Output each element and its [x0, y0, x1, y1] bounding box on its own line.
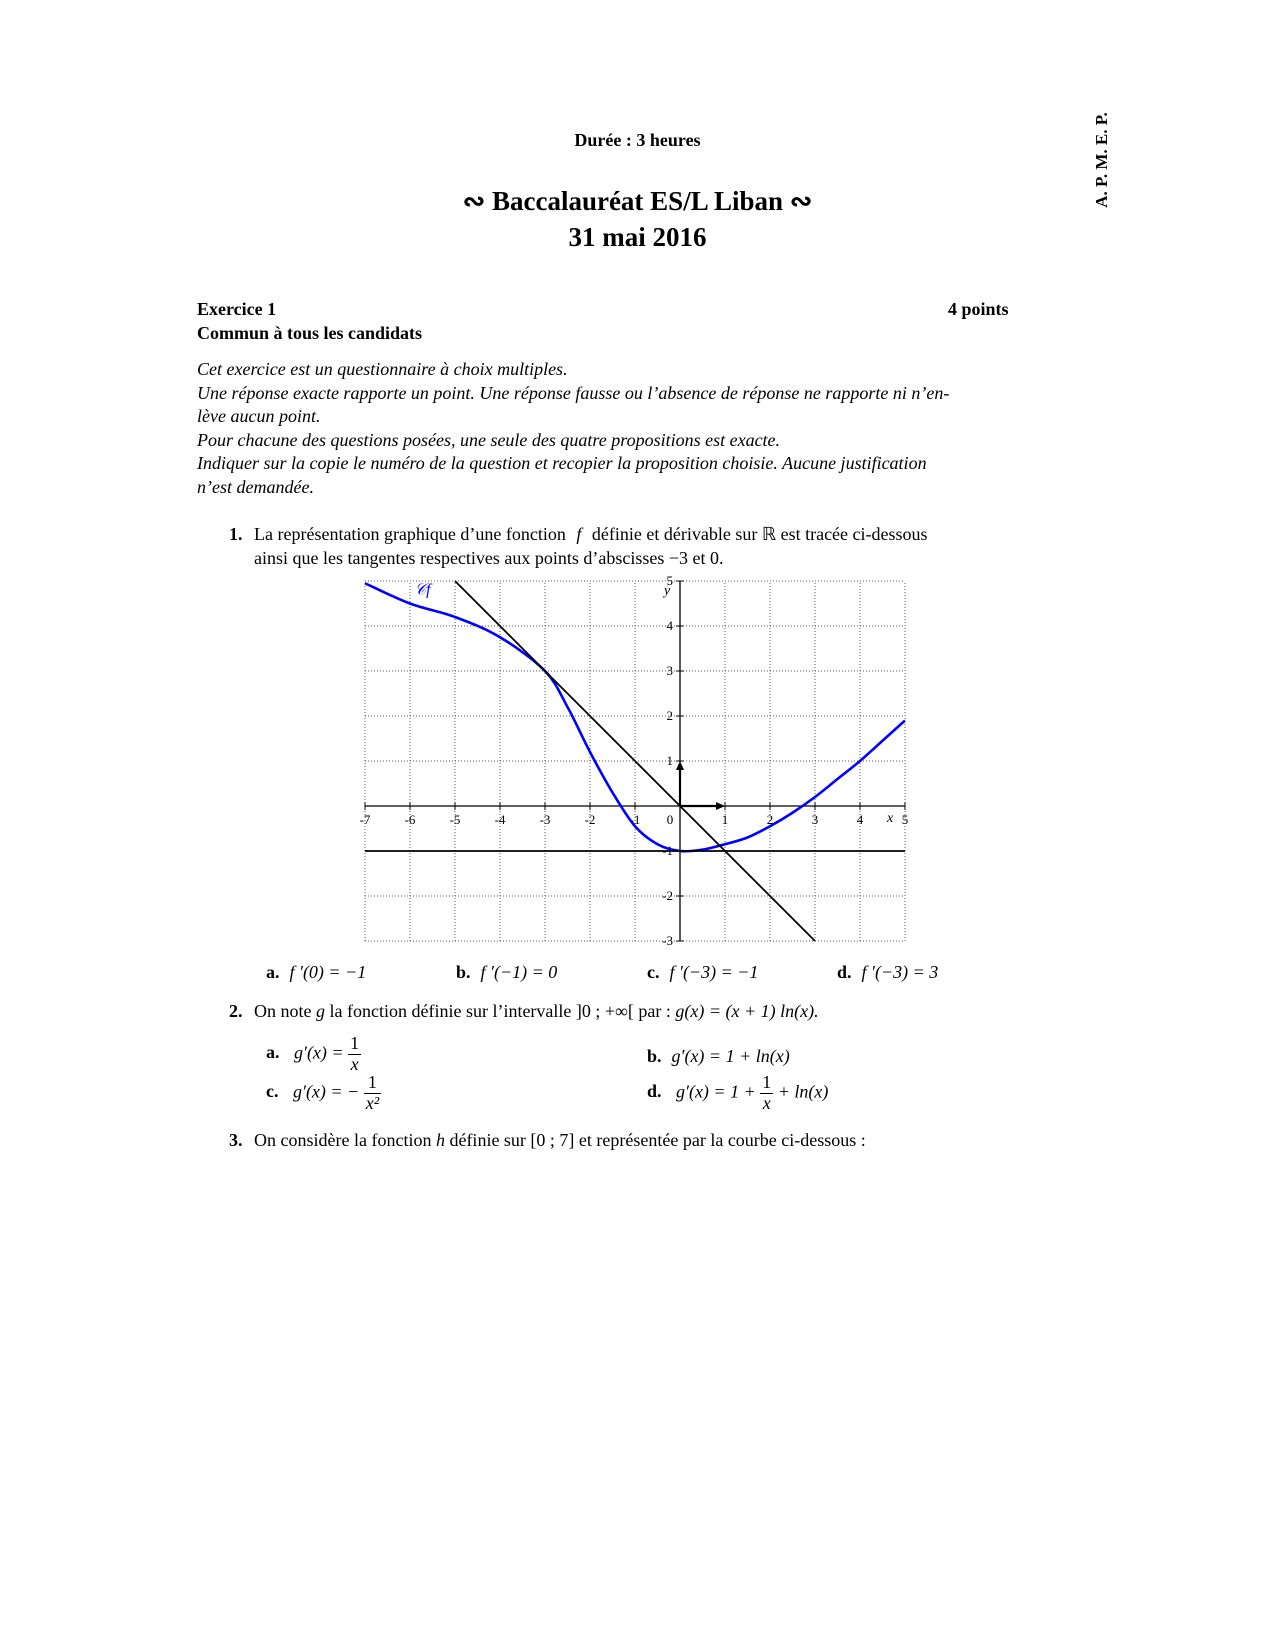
y-tick-label: -1: [662, 843, 673, 858]
y-tick-label: -2: [662, 888, 673, 903]
x-axis-label: x: [887, 811, 894, 826]
chart-ticks: [360, 575, 909, 948]
ornament-right-icon: ∾: [789, 186, 813, 216]
function-graph: [355, 575, 915, 950]
instruction-line: Indiquer sur la copie le numéro de la question et recopier la proposition choisie. Aucune justification: [197, 453, 927, 474]
q1-number: 1.: [229, 524, 243, 544]
q1-answer-c: c. f ′(−3) = −1: [647, 962, 759, 982]
x-tick-label: 0: [666, 812, 674, 827]
instruction-line: Pour chacune des questions posées, une seule des quatre propositions est exacte.: [197, 429, 781, 450]
y-tick-label: 5: [666, 575, 673, 588]
y-axis-label: y: [664, 583, 671, 599]
sidebar-label: A. P. M. E. P.: [1092, 112, 1111, 208]
instruction-line: Cet exercice est un questionnaire à choix multiples.: [197, 359, 568, 379]
x-tick-label: -3: [539, 812, 551, 827]
q2-text: On note g la fonction définie sur l’intervalle ]0 ; +∞[ par : g(x) = (x + 1) ln(x).: [254, 1001, 819, 1021]
y-tick-label: 4: [666, 618, 673, 633]
q1-answer-d: d. f ′(−3) = 3: [837, 962, 939, 982]
page-title: [0, 186, 1275, 217]
q2-answer-a: a. g′(x) = $\frac{1}{x}$: [266, 1033, 360, 1074]
q1-text-line1: La représentation graphique d’une fonction f définie et dérivable sur ℝ est tracée ci-dessous: [254, 524, 928, 544]
duration: Durée : 3 heures: [574, 130, 701, 150]
arrow-j-icon: [676, 761, 684, 770]
fraction: $\frac{1}{\text{x²}}$: [365, 1072, 380, 1113]
x-tick-label: -5: [449, 812, 461, 827]
q2-number: 2.: [229, 1001, 243, 1021]
curve-label: 𝒞f: [414, 581, 431, 599]
arrow-i-icon: [716, 802, 725, 810]
x-tick-label: -2: [584, 812, 596, 827]
y-tick-label: 3: [666, 663, 673, 678]
x-tick-label: 5: [901, 812, 909, 827]
x-tick-label: 3: [811, 812, 819, 827]
exercise-subtitle: Commun à tous les candidats: [197, 323, 423, 343]
exercise-title: Exercice 1: [197, 299, 277, 319]
instruction-line: n’est demandée.: [197, 476, 314, 497]
q3-text: On considère la fonction h définie sur [0 ; 7] et représentée par la courbe ci-dessous :: [254, 1130, 866, 1150]
title-text: Baccalauréat ES/L Liban: [491, 186, 784, 216]
ornament-left-icon: ∾: [462, 186, 486, 216]
instruction-line: lève aucun point.: [197, 406, 321, 427]
x-tick-label: 1: [721, 812, 729, 827]
q1-answer-a: a. f ′(0) = −1: [266, 962, 367, 982]
x-tick-label: -7: [359, 812, 371, 827]
x-tick-label: -1: [629, 812, 641, 827]
q1-answer-b: b. f ′(−1) = 0: [456, 962, 558, 982]
x-tick-label: 2: [766, 812, 774, 827]
x-tick-label: -4: [494, 812, 506, 827]
fraction: $\frac{1}{x}$: [350, 1033, 360, 1074]
instruction-line: Une réponse exacte rapporte un point. Une réponse fausse ou l’absence de réponse ne rapporte ni n’en-: [197, 382, 950, 403]
fraction: $\frac{1}{x}$: [762, 1072, 772, 1113]
y-tick-label: -3: [662, 933, 673, 948]
q2-answer-b: b. g′(x) = 1 + ln(x): [647, 1046, 790, 1066]
x-tick-label: 4: [856, 812, 864, 827]
instructions: [197, 358, 1027, 500]
y-tick-label: 2: [666, 708, 673, 723]
exercise-points: 4 points: [948, 299, 1009, 319]
x-tick-label: -6: [404, 812, 416, 827]
y-tick-label: 1: [666, 753, 673, 768]
q3-number: 3.: [229, 1130, 243, 1150]
q2-answer-d: d. g′(x) = 1 + $\frac{1}{x}$ + ln(x): [647, 1072, 829, 1113]
page-date: 31 mai 2016: [568, 222, 707, 252]
q1-text-line2: ainsi que les tangentes respectives aux points d’abscisses −3 et 0.: [254, 548, 724, 568]
q2-answer-c: c. g′(x) = − $\frac{1}{\text{x²}}$: [266, 1072, 380, 1113]
